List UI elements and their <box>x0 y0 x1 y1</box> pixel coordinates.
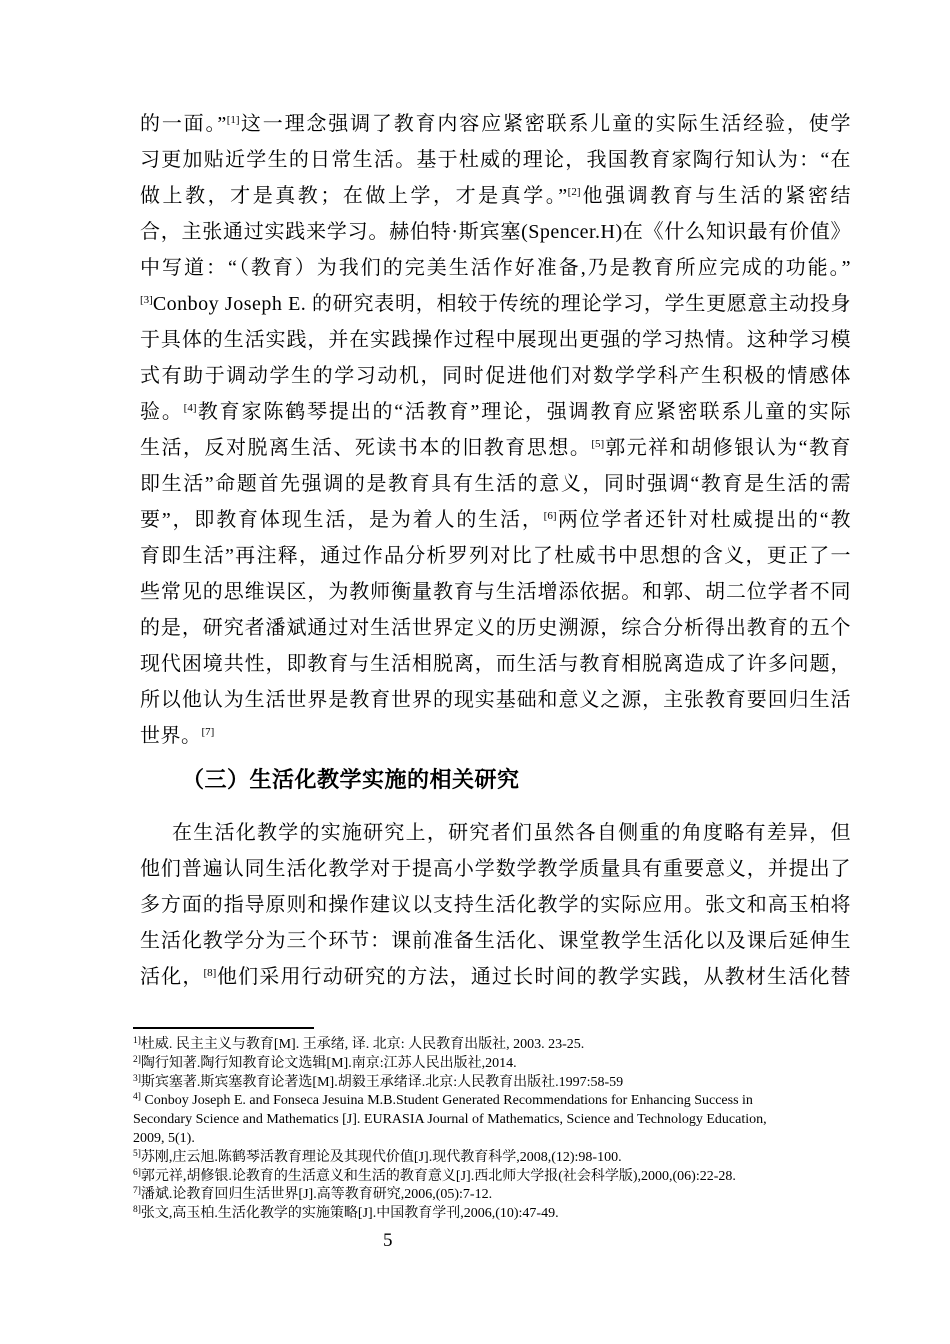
footnote-item: $^{1]}$杜威. 民主主义与教育[M]. 王承绪, 译. 北京: 人民教育出版社, 2003. 23-25. <box>133 1036 585 1052</box>
text-line: 的是，研究者潘斌通过对生活世界定义的历史溯源，综合分析得出教育的五个 <box>140 617 851 639</box>
footnote-item-continuation: Secondary Science and Mathematics [J]. EURASIA Journal of Mathematics, Science and Technology Education, <box>133 1112 767 1128</box>
footnote-marker: 8] <box>133 1205 141 1216</box>
body-paragraph-2 <box>140 815 851 995</box>
footnote-ref-marker: [2] <box>567 186 581 198</box>
text-line: 生活，反对脱离生活、死读书本的旧教育思想。[5]郭元祥和胡修银认为“教育 <box>140 437 851 459</box>
footnote-item: $^{2]}$陶行知著.陶行知教育论文选辑[M].南京:江苏人民出版社,2014. <box>133 1054 517 1071</box>
footnote-item: $^{5]}$苏刚,庄云旭.陈鹤琴活教育理论及其现代价值[J].现代教育科学,2008,(12):98-100. <box>133 1148 622 1165</box>
text-line: 生活化教学分为三个环节：课前准备生活化、课堂教学生活化以及课后延伸生 <box>140 930 851 952</box>
text-line: 做上教，才是真教；在做上学，才是真学。”[2]他强调教育与生活的紧密结 <box>140 185 851 207</box>
footnote-ref-marker: [5] <box>591 438 605 450</box>
footnote-item: $^{7]}$潘斌.论教育回归生活世界[J].高等教育研究,2006,(05):7-12. <box>133 1186 493 1203</box>
footnote-ref-marker: [7] <box>201 726 215 738</box>
text-line: 所以他认为生活世界是教育世界的现实基础和意义之源，主张教育要回归生活 <box>140 689 851 711</box>
page-number: 5 <box>383 1230 393 1251</box>
footnote-ref-marker: [6] <box>543 510 557 522</box>
text-line: 些常见的思维误区，为教师衡量教育与生活增添依据。和郭、胡二位学者不同 <box>140 581 851 603</box>
text-line: 育即生活”再注释，通过作品分析罗列对比了杜威书中思想的含义，更正了一 <box>140 545 851 567</box>
footnote-ref-marker: [1] <box>226 114 240 126</box>
text-line: 习更加贴近学生的日常生活。基于杜威的理论，我国教育家陶行知认为：“在 <box>140 149 851 171</box>
footnote-ref-marker: [4] <box>183 402 197 414</box>
text-line: 活化，[8]他们采用行动研究的方法，通过长时间的教学实践，从教材生活化替 <box>140 966 851 988</box>
footnote-marker: 7] <box>133 1186 141 1197</box>
footnote-ref-marker: [8] <box>203 967 217 979</box>
text-line: 多方面的指导原则和操作建议以支持生活化教学的实际应用。张文和高玉柏将 <box>140 894 851 916</box>
text-line: 即生活”命题首先强调的是教育具有生活的意义，同时强调“教育是生活的需 <box>140 473 851 495</box>
text-line: 他们普遍认同生活化教学对于提高小学数学教学质量具有重要意义，并提出了 <box>140 858 851 880</box>
footnote-item-continuation: 2009, 5(1). <box>133 1130 195 1146</box>
section-heading: （三）生活化教学实施的相关研究 <box>182 767 520 792</box>
text-line: 的一面。”[1]这一理念强调了教育内容应紧密联系儿童的实际生活经验，使学 <box>140 113 851 135</box>
footnote-item: $^{8]}$张文,高玉柏.生活化教学的实施策略[J].中国教育学刊,2006,(10):47-49. <box>133 1205 559 1222</box>
text-line: 验。[4]教育家陈鹤琴提出的“活教育”理论，强调教育应紧密联系儿童的实际 <box>140 401 851 423</box>
text-line: 世界。[7] <box>140 725 215 747</box>
footnote-marker: 6] <box>133 1167 141 1178</box>
footnote-list <box>133 1036 852 1224</box>
footnote-marker: 4] <box>133 1092 141 1103</box>
text-line: 式有助于调动学生的学习动机，同时促进他们对数学学科产生积极的情感体 <box>140 365 851 387</box>
footnote-item: $^{3]}$斯宾塞著.斯宾塞教育论著选[M].胡毅王承绪译.北京:人民教育出版社.1997:58-59 <box>133 1073 624 1090</box>
text-line: 在生活化教学的实施研究上，研究者们虽然各自侧重的角度略有差异，但 <box>172 822 851 844</box>
text-line: 要”，即教育体现生活，是为着人的生活，[6]两位学者还针对杜威提出的“教 <box>140 509 851 531</box>
text-line: 中写道：“（教育）为我们的完美生活作好准备,乃是教育所应完成的功能。” <box>140 257 851 279</box>
footnote-marker: 5] <box>133 1148 141 1159</box>
footnote-marker: 1] <box>133 1036 141 1046</box>
text-line: 合，主张通过实践来学习。赫伯特·斯宾塞(Spencer.H)在《什么知识最有价值》 <box>140 221 851 243</box>
text-line: 于具体的生活实践，并在实践操作过程中展现出更强的学习热情。这种学习模 <box>140 329 851 351</box>
text-line: [3]Conboy Joseph E. 的研究表明，相较于传统的理论学习，学生更愿意主动投身 <box>140 293 851 315</box>
text-line: 现代困境共性，即教育与生活相脱离，而生活与教育相脱离造成了许多问题， <box>140 653 851 675</box>
body-paragraph-1 <box>140 106 851 754</box>
footnote-separator-line <box>133 1027 314 1029</box>
footnote-ref-marker: [3] <box>140 294 153 306</box>
footnote-marker: 3] <box>133 1073 141 1084</box>
footnote-marker: 2] <box>133 1054 141 1065</box>
footnote-item: $^{6]}$郭元祥,胡修银.论教育的生活意义和生活的教育意义[J].西北师大学报(社会科学版),2000,(06):22-28. <box>133 1167 736 1184</box>
footnote-item: $^{4]}$ Conboy Joseph E. and Fonseca Jesuina M.B.Student Generated Recommendations for Enhancing Success in <box>133 1092 753 1109</box>
